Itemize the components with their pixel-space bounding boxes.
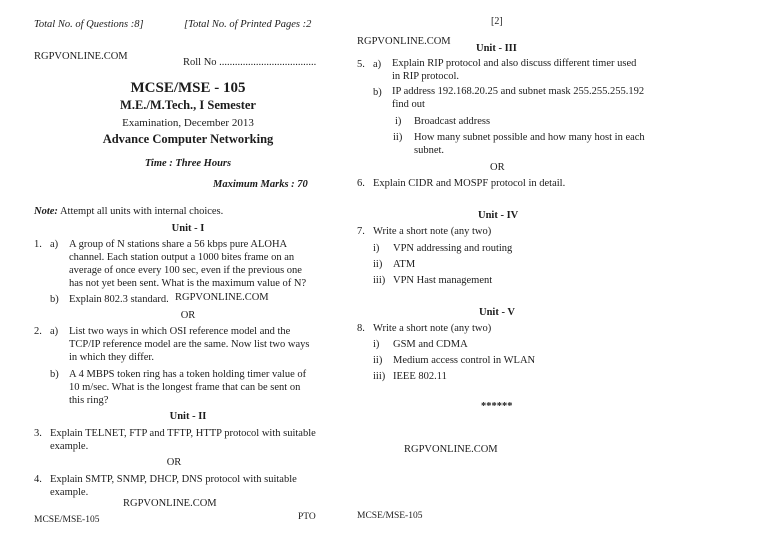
page-code-left: MCSE/MSE-105 xyxy=(34,515,100,525)
q4-line: Explain SMTP, SNMP, DHCP, DNS protocol with suitable xyxy=(50,474,297,485)
q1-a-line: channel. Each station output a 1000 bites frame on an xyxy=(69,252,295,263)
unit-5-heading: Unit - V xyxy=(479,307,515,318)
note-line xyxy=(34,205,223,218)
course-title: M.E./M.Tech., I Semester xyxy=(120,98,256,112)
q1-b-label: b) xyxy=(50,294,59,305)
site-watermark-mid: RGPVONLINE.COM xyxy=(175,292,269,303)
q2-b-label: b) xyxy=(50,369,59,380)
q2-b-line: A 4 MBPS token ring has a token holding timer value of xyxy=(69,369,307,380)
end-mark: ****** xyxy=(481,401,513,412)
q1-a-line: average of once every 100 sec, even if the previous one xyxy=(69,265,302,276)
q2-b-line: 10 m/sec. What is the longest frame that can be sent on xyxy=(69,382,301,393)
exam-code: MCSE/MSE - 105 xyxy=(130,80,246,96)
q5-i-text: Broadcast address xyxy=(414,116,491,127)
q8-item-label: i) xyxy=(373,339,380,350)
q5-a-line: Explain RIP protocol and also discuss different timer used xyxy=(392,58,637,69)
unit-4-heading: Unit - IV xyxy=(478,210,519,221)
q8-item-text: GSM and CDMA xyxy=(393,339,468,350)
q7-item-text: VPN Hast management xyxy=(393,275,493,286)
time-label: Time : Three Hours xyxy=(144,158,232,169)
q2-b-line: this ring? xyxy=(69,395,109,406)
pto-label: PTO xyxy=(298,512,316,522)
note-text: Attempt all units with internal choices. xyxy=(59,206,224,217)
exam-session: Examination, December 2013 xyxy=(122,117,254,129)
q7-item-label: i) xyxy=(373,243,380,254)
q8-item-text: Medium access control in WLAN xyxy=(393,355,536,366)
q2-a-line: in which they differ. xyxy=(69,352,154,363)
q2-a-line: TCP/IP reference model are the same. Now list two ways xyxy=(69,339,310,350)
q1-a-label: a) xyxy=(50,239,59,250)
page-code-right: MCSE/MSE-105 xyxy=(357,511,423,521)
q5-b-line: IP address 192.168.20.25 and subnet mask 255.255.255.192 xyxy=(392,86,645,97)
site-watermark-bottom-left: RGPVONLINE.COM xyxy=(123,498,217,509)
page-number: [2] xyxy=(491,16,503,27)
q2-a-line: List two ways in which OSI reference model and the xyxy=(69,326,291,337)
total-pages-label: [Total No. of Printed Pages :2 xyxy=(184,19,312,30)
q5-ii-line: subnet. xyxy=(414,145,445,156)
q7-item-label: ii) xyxy=(373,259,383,270)
q8-item-text: IEEE 802.11 xyxy=(393,371,447,382)
q4-line: example. xyxy=(50,487,89,498)
unit-3-heading: Unit - III xyxy=(476,43,517,54)
site-watermark-bottom-right: RGPVONLINE.COM xyxy=(404,444,498,455)
q4-number: 4. xyxy=(34,474,42,485)
total-questions-label: Total No. of Questions :8] xyxy=(34,19,144,30)
q5-b-label: b) xyxy=(373,87,382,98)
q7-item-text: ATM xyxy=(393,259,416,270)
q1-a-line: A group of N stations share a 56 kbps pure ALOHA xyxy=(69,239,288,250)
or-divider: OR xyxy=(166,457,182,468)
q2-a-label: a) xyxy=(50,326,59,337)
q5-ii-label: ii) xyxy=(393,132,403,143)
q5-number: 5. xyxy=(357,59,365,70)
q6-text: Explain CIDR and MOSPF protocol in detail. xyxy=(373,178,566,189)
q2-number: 2. xyxy=(34,326,42,337)
unit-1-heading: Unit - I xyxy=(171,223,205,234)
note-label: Note: xyxy=(34,206,58,217)
q7-item-text: VPN addressing and routing xyxy=(393,243,513,254)
q7-number: 7. xyxy=(357,226,365,237)
q1-b-text: Explain 802.3 standard. xyxy=(69,294,169,305)
or-divider: OR xyxy=(180,310,196,321)
q3-number: 3. xyxy=(34,428,42,439)
site-watermark-top: RGPVONLINE.COM xyxy=(34,51,128,62)
q8-text: Write a short note (any two) xyxy=(373,323,492,334)
q3-line: example. xyxy=(50,441,89,452)
site-watermark-right-top: RGPVONLINE.COM xyxy=(357,36,451,47)
or-divider: OR xyxy=(490,162,505,173)
q1-a-line: has not yet been sent. What is the maximum value of N? xyxy=(69,278,307,289)
q5-a-line: in RIP protocol. xyxy=(392,71,459,82)
unit-2-heading: Unit - II xyxy=(169,411,207,422)
q6-number: 6. xyxy=(357,178,365,189)
q5-i-label: i) xyxy=(395,116,402,127)
q3-line: Explain TELNET, FTP and TFTP, HTTP protocol with suitable xyxy=(50,428,316,439)
q8-number: 8. xyxy=(357,323,365,334)
subject-title: Advance Computer Networking xyxy=(102,132,274,146)
q5-b-line: find out xyxy=(392,99,425,110)
q5-ii-line: How many subnet possible and how many host in each xyxy=(414,132,645,143)
q7-item-label: iii) xyxy=(373,275,386,286)
q5-a-label: a) xyxy=(373,59,382,70)
q8-item-label: iii) xyxy=(373,371,386,382)
max-marks-label: Maximum Marks : 70 xyxy=(213,179,308,190)
q7-text: Write a short note (any two) xyxy=(373,226,492,237)
q1-number: 1. xyxy=(34,239,42,250)
q8-item-label: ii) xyxy=(373,355,383,366)
roll-no-field: Roll No ..................................... xyxy=(183,57,317,68)
